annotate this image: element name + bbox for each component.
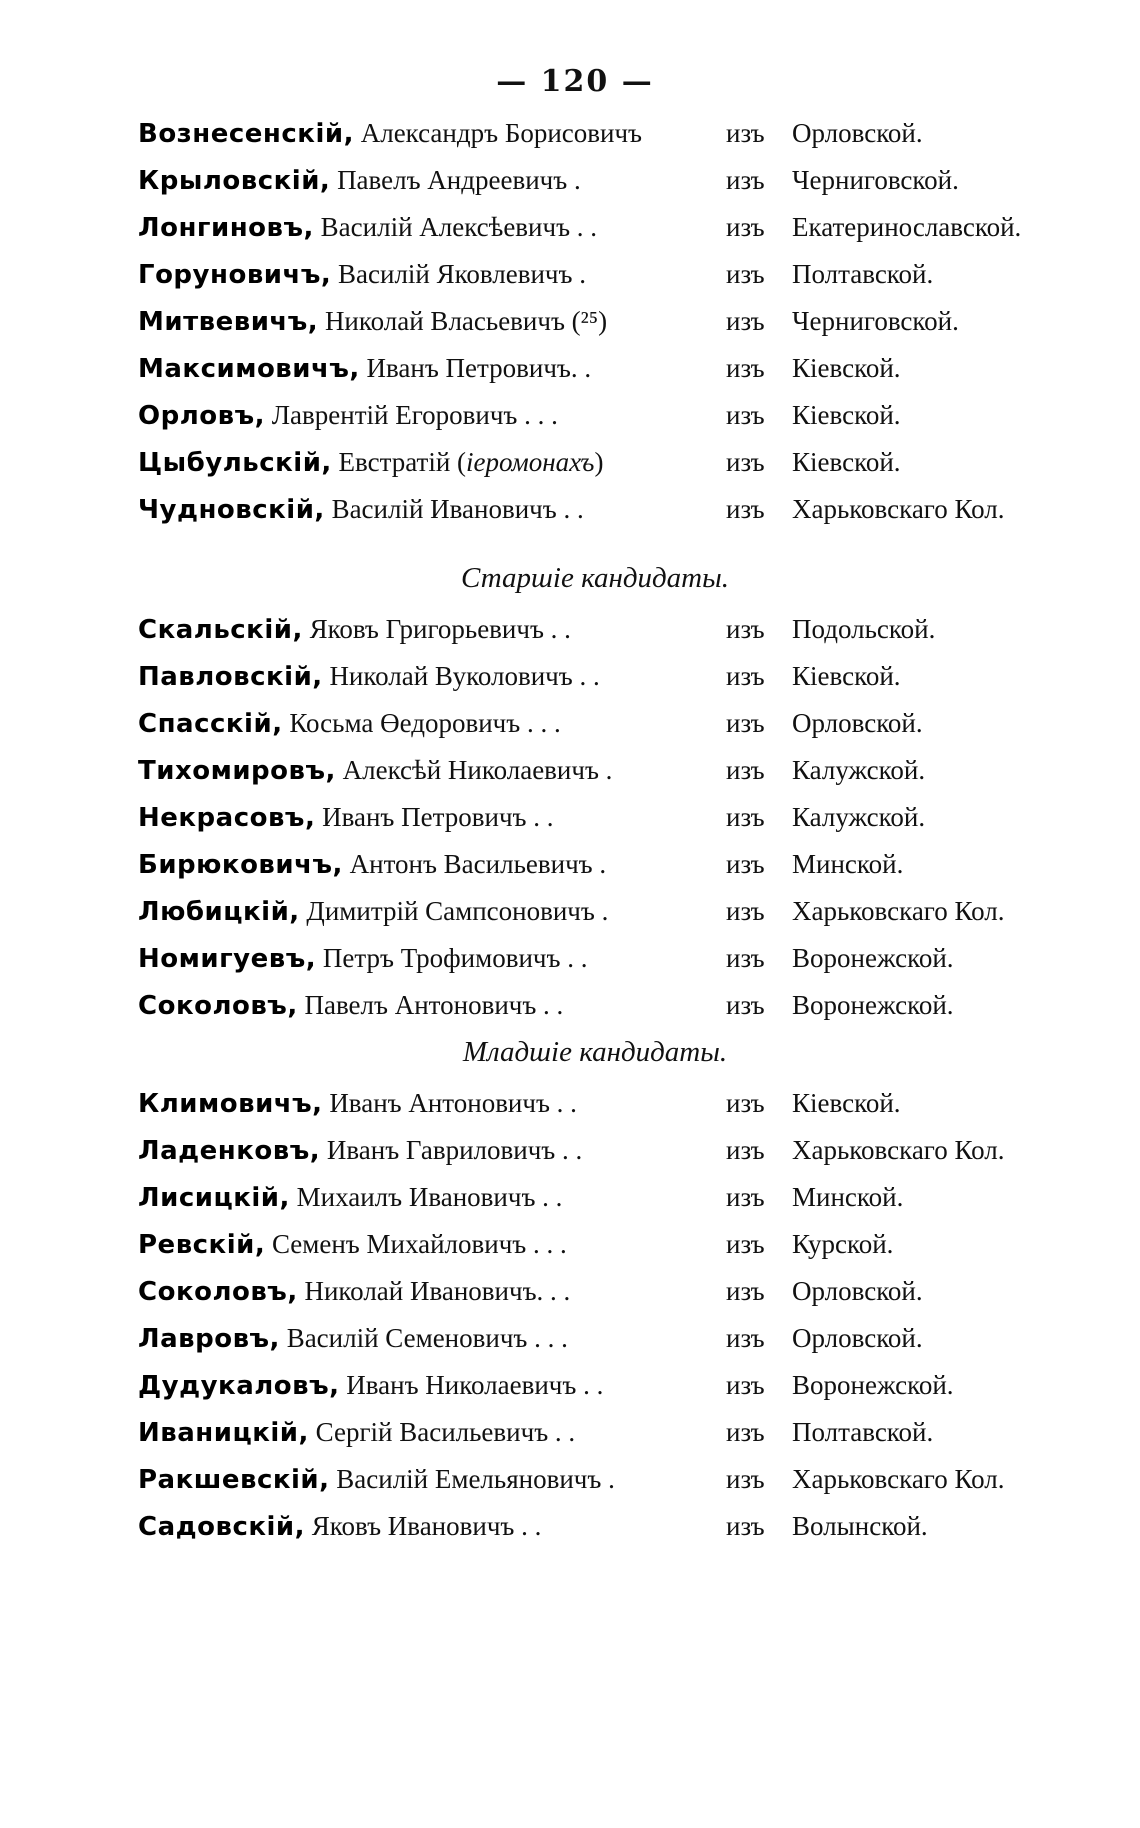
from-word: изъ [726,118,765,148]
person-name [138,747,612,795]
from-word: изъ [726,212,765,242]
province: Харьковскаго Кол. [792,494,1005,524]
province: Воронежской. [792,1370,954,1400]
surname: Митвевичъ, [138,307,319,337]
surname: Бирюковичъ, [138,850,343,880]
from-word: изъ [726,943,765,973]
given-name: Павелъ Андреевичъ . [330,165,581,195]
province: Минской. [792,849,904,879]
given-name: Яковъ Ивановичъ . . [305,1511,542,1541]
list-item [0,1503,1140,1550]
list-item [0,1268,1140,1315]
person-name [138,1080,577,1128]
person-name [138,794,553,842]
surname: Павловскій, [138,662,323,692]
closing-paren: ) [594,447,604,477]
person-name [138,653,600,701]
list-item [0,1362,1140,1409]
province: Калужской. [792,755,926,785]
given-name: Димитрій Сампсоновичъ . [299,896,609,926]
given-name: Косьма Өедоровичъ . . . [282,708,561,738]
from-word: изъ [726,614,765,644]
person-name [138,841,606,889]
from-word: изъ [726,165,765,195]
list-item [0,982,1140,1029]
list-item [0,204,1140,251]
section-heading: Старшіе кандидаты. [460,562,730,594]
province: Орловской. [792,1323,923,1353]
list-item [0,157,1140,204]
province: Харьковскаго Кол. [792,1464,1005,1494]
person-name [138,1268,570,1316]
person-name [138,935,587,983]
person-name [138,204,597,252]
person-name [138,345,591,393]
list-item [0,794,1140,841]
list-item [0,486,1140,533]
from-word: изъ [726,447,765,477]
province: Екатеринославской. [792,212,1022,242]
list-item [0,1409,1140,1456]
given-name: Иванъ Петровичъ . . [315,802,554,832]
province: Курской. [792,1229,894,1259]
list-item [0,1221,1140,1268]
given-name: Семенъ Михайловичъ . . . [265,1229,567,1259]
from-word: изъ [726,661,765,691]
province: Орловской. [792,708,923,738]
section-junior-candidates [0,1024,1140,1550]
list-item [0,935,1140,982]
province: Подольской. [792,614,936,644]
surname: Орловъ, [138,401,265,431]
given-name: Иванъ Антоновичъ . . [322,1088,577,1118]
list-item [0,1080,1140,1127]
list-item [0,439,1140,486]
from-word: изъ [726,1229,765,1259]
surname: Лисицкій, [138,1183,290,1213]
person-name [138,888,608,936]
list-item [0,653,1140,700]
from-word: изъ [726,1135,765,1165]
province: Орловской. [792,1276,923,1306]
person-name [138,1315,568,1363]
given-name: Яковъ Григорьевичъ . . [302,614,571,644]
surname: Ладенковъ, [138,1136,321,1166]
person-name [138,1221,567,1269]
province: Харьковскаго Кол. [792,896,1005,926]
surname: Лонгиновъ, [138,213,314,243]
given-name: Евстратій ( [331,447,467,477]
list-item [0,298,1140,345]
person-name [138,251,586,299]
person-name [138,1503,541,1551]
from-word: изъ [726,896,765,926]
from-word: изъ [726,802,765,832]
given-name: Василій Яковлевичъ . [331,259,586,289]
province: Харьковскаго Кол. [792,1135,1005,1165]
from-word: изъ [726,400,765,430]
from-word: изъ [726,755,765,785]
given-name: Алексѣй Николаевичъ . [335,755,613,785]
from-word: изъ [726,1323,765,1353]
page-number: — 120 — [496,64,654,99]
province: Кіевской. [792,1088,901,1118]
list-item [0,700,1140,747]
surname: Чудновскій, [138,495,325,525]
list-item [0,251,1140,298]
list-item [0,345,1140,392]
given-name: Антонъ Васильевичъ . [342,849,607,879]
person-name [138,298,607,346]
surname: Дудукаловъ, [138,1371,340,1401]
list-item [0,841,1140,888]
person-name [138,606,571,654]
province: Черниговской. [792,165,959,195]
surname: Садовскій, [138,1512,306,1542]
surname: Соколовъ, [138,1277,298,1307]
province: Калужской. [792,802,926,832]
from-word: изъ [726,990,765,1020]
from-word: изъ [726,1088,765,1118]
given-name: Петръ Трофимовичъ . . [316,943,588,973]
given-name: Александръ Борисовичъ [353,118,642,148]
surname: Соколовъ, [138,991,298,1021]
list-item [0,1315,1140,1362]
province: Воронежской. [792,943,954,973]
person-name [138,1362,603,1410]
from-word: изъ [726,1370,765,1400]
person-name [138,1174,562,1222]
list-item [0,1456,1140,1503]
province: Кіевской. [792,353,901,383]
given-name: Василій Алексѣевичъ . . [313,212,598,242]
province: Кіевской. [792,661,901,691]
from-word: изъ [726,353,765,383]
given-name: Павелъ Антоновичъ . . [297,990,564,1020]
from-word: изъ [726,708,765,738]
surname: Ракшевскій, [138,1465,330,1495]
given-name: Василій Ивановичъ . . [324,494,584,524]
province: Черниговской. [792,306,959,336]
surname: Некрасовъ, [138,803,316,833]
given-name: Василій Семеновичъ . . . [279,1323,568,1353]
person-name [138,157,581,205]
list-item [0,1127,1140,1174]
list-item [0,110,1140,157]
surname: Вознесенскій, [138,119,354,149]
person-name [138,392,558,440]
province: Орловской. [792,118,923,148]
rank-note: іеромонахъ [466,447,595,477]
surname: Номигуевъ, [138,944,317,974]
surname: Климовичъ, [138,1089,323,1119]
from-word: изъ [726,306,765,336]
surname: Тихомировъ, [138,756,336,786]
person-name [138,700,561,748]
given-name: Иванъ Гавриловичъ . . [320,1135,583,1165]
list-item [0,606,1140,653]
province: Полтавской. [792,1417,934,1447]
surname: Любицкій, [138,897,300,927]
surname: Ревскій, [138,1230,266,1260]
person-name [138,1456,615,1504]
surname: Иваницкій, [138,1418,309,1448]
person-name [138,110,642,158]
from-word: изъ [726,1511,765,1541]
section-senior-candidates [0,550,1140,1029]
section-graduates [0,110,1140,533]
person-name [138,486,584,534]
province: Воронежской. [792,990,954,1020]
list-item [0,392,1140,439]
province: Кіевской. [792,400,901,430]
province: Минской. [792,1182,904,1212]
province: Кіевской. [792,447,901,477]
given-name: Иванъ Николаевичъ . . [339,1370,604,1400]
given-name: Николай Вуколовичъ . . [322,661,600,691]
surname: Скальскій, [138,615,303,645]
surname: Горуновичъ, [138,260,332,290]
person-name [138,439,603,487]
given-name: Михаилъ Ивановичъ . . [289,1182,563,1212]
person-name [138,1409,575,1457]
from-word: изъ [726,1464,765,1494]
list-item [0,1174,1140,1221]
from-word: изъ [726,494,765,524]
surname: Максимовичъ, [138,354,360,384]
list-item [0,888,1140,935]
from-word: изъ [726,1182,765,1212]
given-name: Лаврентій Егоровичъ . . . [265,400,558,430]
person-name [138,982,563,1030]
from-word: изъ [726,1417,765,1447]
from-word: изъ [726,259,765,289]
surname: Спасскій, [138,709,283,739]
surname: Цыбульскій, [138,448,332,478]
list-item [0,747,1140,794]
surname: Лавровъ, [138,1324,280,1354]
section-heading: Младшіе кандидаты. [462,1036,728,1068]
given-name: Иванъ Петровичъ. . [359,353,592,383]
surname: Крыловскій, [138,166,331,196]
province: Волынской. [792,1511,928,1541]
given-name: Николай Власьевичъ (²⁵) [318,306,608,336]
from-word: изъ [726,849,765,879]
given-name: Василій Емельяновичъ . [329,1464,615,1494]
given-name: Николай Ивановичъ. . . [297,1276,571,1306]
given-name: Сергій Васильевичъ . . [308,1417,576,1447]
person-name [138,1127,582,1175]
from-word: изъ [726,1276,765,1306]
province: Полтавской. [792,259,934,289]
